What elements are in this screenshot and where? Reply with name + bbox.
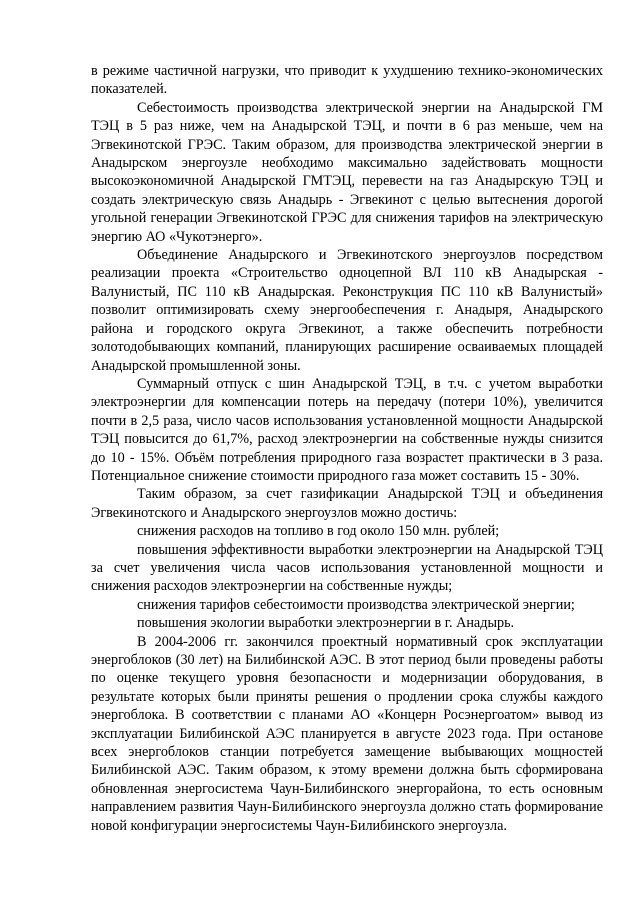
list-item-fuel-costs: снижения расходов на топливо в год около 150 млн. рублей; xyxy=(137,523,500,540)
paragraph-6: В 2004-2006 гг. закончился проектный нормативный срок эксплуатации энергоблоков (30 лет) на Билибинской АЭС. В этот период были проведены работы по оценке текущего уровня безопасности и модернизации оборудования, в результате которых были приняты решения о продлении срока службы каждого энергоблока. В соответствии с планами АО «Концерн Росэнергоатом» вывод из эксплуатации Билибинской АЭС планируется в августе 2023 года. При останове всех энергоблоков станции потребуется замещение выбывающих мощностей Билибинской АЭС. Таким образом, к этому времени должна быть сформирована обновленная энергосистема Чаун-Билибинского энергорайона, то есть основным направлением развития Чаун-Билибинского энергоузла должно стать формирование новой конфигурации энергосистемы Чаун-Билибинского энергоузла. xyxy=(91,633,603,834)
paragraph-4: Суммарный отпуск с шин Анадырской ТЭЦ, в т.ч. с учетом выработки электроэнергии для компенсации потерь на передачу (потери 10%), увеличится почти в 2,5 раза, число часов использования установленной мощности Анадырской ТЭЦ повысится до 61,7%, расход электроэнергии на собственные нужды снизится до 10 - 15%. Объём потребления природного газа возрастет практически в 3 раза. Потенциальное снижение стоимости природного газа может составить 15 - 30%. xyxy=(91,375,603,484)
list-item-tariffs: снижения тарифов себестоимости производства электрической энергии; xyxy=(137,596,575,613)
paragraph-3: Объединение Анадырского и Эгвекинотского энергоузлов посредством реализации проекта «Строительство одноцепной ВЛ 110 кВ Анадырская - Валунистый, ПС 110 кВ Анадырская. Реконструкция ПС 110 кВ Валунистый» позволит оптимизировать схему энергообеспечения г. Анадыря, Анадырского района и городского округа Эгвекинот, а также обеспечить потребности золотодобывающих компаний, планирующих расширение осваиваемых площадей Анадырской промышленной зоны. xyxy=(91,247,603,374)
paragraph-1: в режиме частичной нагрузки, что приводит к ухудшению технико-экономических показателей. xyxy=(91,63,603,98)
document-page xyxy=(91,62,603,835)
list-item-efficiency: повышения эффективности выработки электроэнергии на Анадырской ТЭЦ за счет увеличения числа часов использования установленной мощности и снижения расходов электроэнергии на собственные нужды; xyxy=(91,541,603,595)
paragraph-5: Таким образом, за счет газификации Анадырской ТЭЦ и объединения Эгвекинотского и Анадырского энергоузлов можно достичь: xyxy=(91,486,603,521)
paragraph-2: Себестоимость производства электрической энергии на Анадырской ГМ ТЭЦ в 5 раз ниже, чем на Анадырской ТЭЦ, и почти в 6 раз меньше, чем на Эгвекинотской ГРЭС. Таким образом, для производства электрической энергии в Анадырском энергоузле необходимо максимально задействовать мощности высокоэкономичной Анадырской ГМТЭЦ, перевести на газ Анадырскую ТЭЦ и создать электрическую связь Анадырь - Эгвекинот с целью вытеснения дорогой угольной генерации Эгвекинотской ГРЭС для снижения тарифов на электрическую энергию АО «Чукотэнерго». xyxy=(91,99,603,245)
list-item-ecology: повышения экологии выработки электроэнергии в г. Анадырь. xyxy=(137,615,515,632)
